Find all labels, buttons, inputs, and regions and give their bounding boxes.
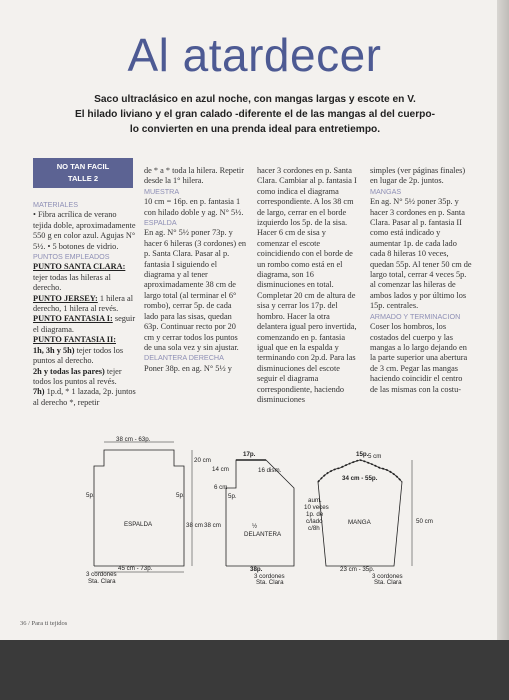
materiales-heading: MATERIALES [33,200,78,209]
page-title: Al atardecer [127,29,382,81]
size-label: TALLE 2 [67,174,99,183]
manga-aum-4: c/lado [306,518,323,525]
manga-aum-1: aum. [308,497,322,504]
armado-heading: ARMADO Y TERMINACION [370,311,461,321]
manga-width-label: 34 cm - 55p. [342,475,378,482]
delantera-text: Poner 38p. en ag. N° 5½ y [144,363,232,373]
delantera-dism-label: 16 dism. [258,467,282,474]
column-2 [144,166,247,374]
espalda-name: ESPALDA [124,521,153,528]
delantera-schematic [204,451,294,586]
materiales-text: • Fibra acrílica de verano tejida doble, aproximadamente 550 g en color azul. Agujas N° 5½. • 5 botones de vidrio. [33,210,136,251]
espalda-schematic [86,436,211,585]
pattern-diagram [30,420,480,600]
intro-line-3: lo convierten en una prenda ideal para entretiempo. [129,124,381,135]
mangas-heading: MANGAS [370,186,402,196]
fantasia2-row-a [33,346,136,367]
mangas-text: En ag. N° 5½ poner 35p. y hacer 3 cordones en p. Santa Clara. Pasar al p. fantasia II como está indicado y aumentar 1p. de cada lado cada 8 hileras 10 veces, quedan 55p. Al tener 50 cm de largo total, cerrar 4 veces 5p. al comenzar las hileras de ambos lados y por último los 15p. centrales. [370,197,472,311]
f2b-text: tejer todos los puntos al revés. [33,366,122,386]
fantasia1-text: seguir el diagrama. [33,314,136,334]
page-footer: 36 / Para ti tejidos [20,620,68,627]
jersey-text: 1 hilera al derecho, 1 hilera al revés. [33,293,134,314]
delantera-length-label: 38 cm [204,522,221,529]
manga-schematic [304,451,433,586]
col2-continuation: de * a * toda la hilera. Repetir desde la 1° hilera. [144,166,244,186]
santa-clara-title: PUNTO SANTA CLARA: [33,262,126,272]
page-binding [497,0,509,640]
puntos-heading: PUNTOS EMPLEADOS [33,252,110,262]
f2c-title: 7h) [33,387,45,397]
jersey-item [33,294,136,315]
f2c-text: 1p.d, * 1 lazada, 2p. juntos al derecho *, repetir [33,387,136,407]
delantera-6cm-label: 6 cm [214,484,228,491]
santa-clara-text: tejer todas las hileras al derecho. [33,272,111,293]
espalda-top-label: 38 cm - 63p. [116,436,151,443]
intro-line-1: Saco ultraclásico en azul noche, con mangas largas y escote en V. [94,94,416,105]
muestra-heading: MUESTRA [144,186,180,196]
intro-text [40,92,470,137]
fantasia1-item [33,314,136,335]
difficulty-label: NO TAN FACIL [56,162,110,171]
fantasia2-row-b [33,367,136,388]
manga-sta-clara: Sta. Clara [374,579,402,586]
espalda-armhole-label: 20 cm [194,457,211,464]
col4-continuation: simples (ver páginas finales) en lugar de 2p. juntos. [370,166,466,186]
manga-aum-5: c/8h [308,525,320,532]
column-3 [257,166,360,405]
f2a-title: 1h, 3h y 5h) [33,345,75,355]
espalda-length-label: 38 cm [186,522,203,529]
muestra-text: 10 cm = 16p. en p. fantasia 1 con hilado doble y ag. N° 5½. [144,197,244,217]
manga-cordones: 3 cordones [372,573,403,580]
espalda-cordones: 3 cordones [86,571,117,578]
delantera-name: DELANTERA [244,531,282,538]
espalda-text: En ag. N° 5½ poner 73p. y hacer 6 hileras (3 cordones) en p. Santa Clara. Pasar al p. fantasia I siguiendo el diagrama y al tener aproximadamente 38 cm de largo total (al terminar el 6° rombo), cerrar 5p. de cada lado para las sisas, quedan 63p. Continuar recto por 20 cm y cerrar todos los puntos de una sola vez y sin ajustar. [144,228,247,352]
fantasia2-title: PUNTO FANTASIA II: [33,335,116,345]
delantera-shoulder-label: 17p. [243,451,256,458]
fantasia1-title: PUNTO FANTASIA I: [33,314,113,324]
column-1 [33,200,136,408]
delantera-bottom-label: 38p. [250,566,263,573]
col3-text: hacer 3 cordones en p. Santa Clara. Cambiar al p. fantasia I como indica el diagrama correspondiente. A los 38 cm de largo, cerrar en el borde izquierdo los 5p. de la sisa. Hacer 6 cm de sisa y comenzar el escote coincidiendo con el borde de un rombo como está en el diagrama, son 16 disminuciones en total. Completar 20 cm de altura de sisa y cerrar los 17p. del hombro. Hacer la otra delantera igual pero invertida, comenzando en p. fantasia igual que en la espalda y terminando con 2p.d. Para las disminuciones del escote seguir el diagrama correspondiente, haciendo disminuciones [257,166,357,404]
intro-line-2: El hilado liviano y el gran calado -diferente el de las mangas al del cuerpo- [74,109,436,120]
manga-top-stitches: 15p. [356,451,369,458]
delantera-14cm-label: 14 cm [212,466,229,473]
santa-clara-item [33,262,136,293]
manga-name: MANGA [348,519,371,526]
difficulty-badge [33,158,133,188]
f2a-text: tejer todos los puntos al derecho. [33,345,124,366]
manga-aum-2: 10 veces [304,504,329,511]
manga-length-label: 50 cm [416,518,433,525]
delantera-heading: DELANTERA DERECHA [144,353,224,363]
manga-aum-3: 1p. de [306,511,324,518]
espalda-sta-clara: Sta. Clara [88,578,116,585]
espalda-sp-right: 5p. [176,492,185,499]
delantera-cordones: 3 cordones [254,573,285,580]
delantera-sp-label: 5p. [228,493,237,500]
espalda-bottom-label: 45 cm - 73p. [118,565,153,572]
delantera-name-half: ½ [252,523,258,530]
column-4 [370,166,472,395]
delantera-sta-clara: Sta. Clara [256,579,284,586]
manga-cap-height: 5 cm [368,453,382,460]
manga-bottom-label: 23 cm - 35p. [340,566,375,573]
f2b-title: 2h y todas las pares) [33,366,105,376]
fantasia2-row-c [33,387,136,408]
espalda-sp-left: 5p. [86,492,95,499]
jersey-title: PUNTO JERSEY: [33,293,98,303]
armado-text: Coser los hombros, los costados del cuerpo y las mangas a lo largo dejando en la parte superior una abertura de 3 cm. Pegar las mangas haciendo coincidir el centro de las mismas con la costu- [370,322,468,394]
espalda-heading: ESPALDA [144,218,177,228]
